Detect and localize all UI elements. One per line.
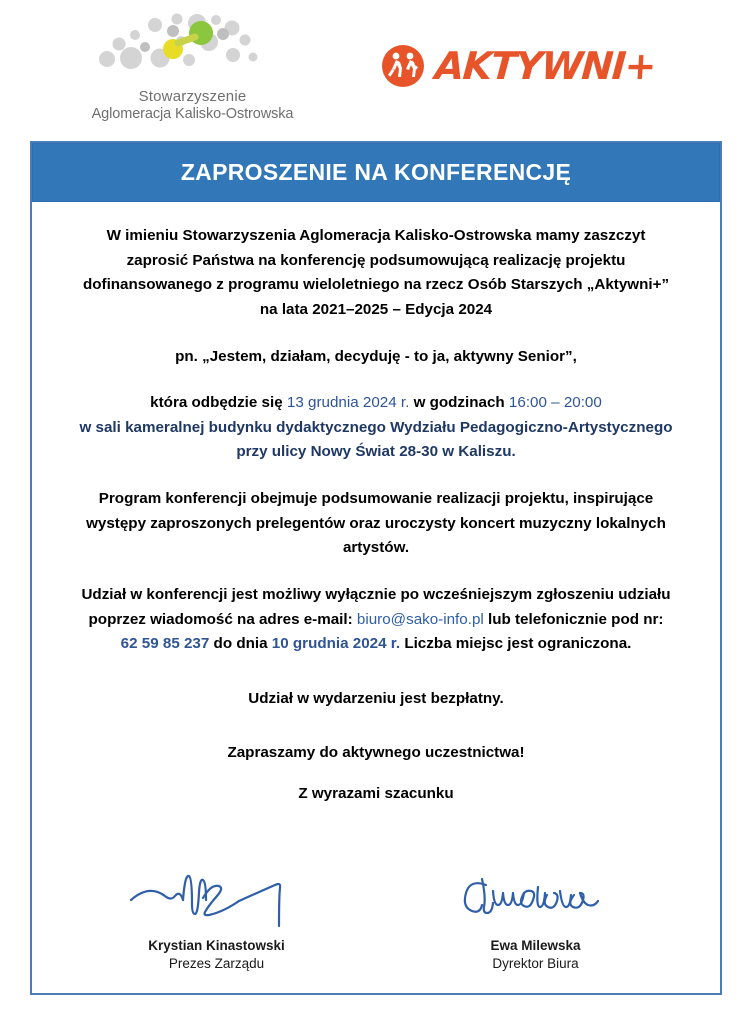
paragraph-intro bbox=[58, 224, 694, 323]
contact-email-link[interactable]: biuro@sako-info.pl bbox=[356, 610, 484, 628]
signature-row bbox=[32, 865, 720, 973]
sako-logo-line1: Stowarzyszenie bbox=[138, 88, 247, 105]
spacer bbox=[58, 657, 694, 687]
deadline-prefix: do dnia bbox=[209, 635, 272, 653]
invitation-banner bbox=[32, 143, 720, 202]
signatory-name: Krystian Kinastowski bbox=[148, 938, 285, 953]
sako-logo-mark bbox=[85, 11, 300, 83]
aktywni-plus-wordmark: AKTYWNI+ bbox=[433, 44, 657, 88]
signature-block-chairman bbox=[109, 865, 324, 973]
invitation-body bbox=[32, 202, 720, 807]
signatory-title: Dyrektor Biura bbox=[492, 956, 579, 972]
signatory-name: Ewa Milewska bbox=[490, 938, 581, 953]
invitation-frame bbox=[30, 141, 722, 995]
program-line-2: występy zaproszonych prelegentów oraz uroczysty koncert muzyczny lokalnych bbox=[86, 514, 666, 532]
program-line-1: Program konferencji obejmuje podsumowanie realizacji projektu, inspirujące bbox=[98, 490, 654, 507]
registration-deadline: 10 grudnia 2024 r. bbox=[271, 635, 401, 653]
intro-line-4: na lata 2021–2025 – Edycja 2024 bbox=[259, 300, 493, 318]
spacer bbox=[58, 711, 694, 741]
aktywni-plus-logo bbox=[380, 43, 655, 89]
event-time: 16:00 – 20:00 bbox=[508, 394, 602, 412]
paragraph-regards bbox=[58, 782, 694, 807]
project-name-text: pn. „Jestem, działam, decyduję - to ja, aktywny Senior”, bbox=[175, 347, 577, 365]
paragraph-project-name bbox=[58, 345, 694, 370]
venue-line-2: przy ulicy Nowy Świat 28-30 w Kaliszu. bbox=[236, 443, 516, 461]
signature-scribble-icon bbox=[117, 865, 317, 935]
page-title: ZAPROSZENIE NA KONFERENCJĘ bbox=[180, 159, 572, 185]
spacer bbox=[58, 465, 694, 487]
spacer bbox=[58, 561, 694, 583]
program-line-3: artystów. bbox=[342, 539, 410, 557]
spacer bbox=[58, 766, 694, 782]
limited-seats-note: Liczba miejsc jest ograniczona. bbox=[400, 635, 632, 653]
regards-text: Z wyrazami szacunku bbox=[298, 785, 454, 802]
header-logo-bar bbox=[0, 0, 753, 132]
sako-logo-text bbox=[85, 88, 300, 123]
registration-phone-prefix: lub telefonicznie pod nr: bbox=[483, 610, 664, 628]
runners-circle-icon bbox=[380, 43, 426, 89]
sako-logo bbox=[85, 11, 300, 121]
paragraph-program bbox=[58, 487, 694, 561]
time-prefix: w godzinach bbox=[409, 394, 509, 412]
closing-invite-text: Zapraszamy do aktywnego uczestnictwa! bbox=[227, 744, 525, 762]
registration-email-prefix: poprzez wiadomość na adres e-mail: bbox=[88, 610, 357, 628]
paragraph-invitation-closing bbox=[58, 741, 694, 766]
sako-logo-line2: Aglomeracja Kalisko-Ostrowska bbox=[91, 105, 294, 122]
signature-block-director bbox=[428, 865, 643, 973]
paragraph-registration bbox=[58, 583, 694, 657]
signature-scribble-icon bbox=[446, 865, 626, 935]
paragraph-free-entry bbox=[58, 687, 694, 712]
venue-line-1: w sali kameralnej budynku dydaktycznego Wydziału Pedagogiczno-Artystycznego bbox=[79, 418, 673, 436]
registration-line-1: Udział w konferencji jest możliwy wyłącznie po wcześniejszym zgłoszeniu udziału bbox=[81, 585, 671, 603]
spacer bbox=[58, 369, 694, 391]
free-entry-text: Udział w wydarzeniu jest bezpłatny. bbox=[248, 689, 504, 707]
intro-line-1: W imieniu Stowarzyszenia Aglomeracja Kalisko-Ostrowska mamy zaszczyt bbox=[106, 227, 646, 244]
event-date: 13 grudnia 2024 r. bbox=[286, 394, 410, 412]
intro-line-2: zaprosić Państwa na konferencję podsumowującą realizację projektu bbox=[126, 251, 626, 269]
contact-phone[interactable]: 62 59 85 237 bbox=[120, 635, 210, 653]
signatory-title: Prezes Zarządu bbox=[168, 956, 265, 972]
date-prefix: która odbędzie się bbox=[150, 394, 287, 412]
spacer bbox=[58, 323, 694, 345]
intro-line-3: dofinansowanego z programu wieloletniego na rzecz Osób Starszych „Aktywni+” bbox=[82, 276, 670, 294]
paragraph-date-location bbox=[58, 391, 694, 465]
